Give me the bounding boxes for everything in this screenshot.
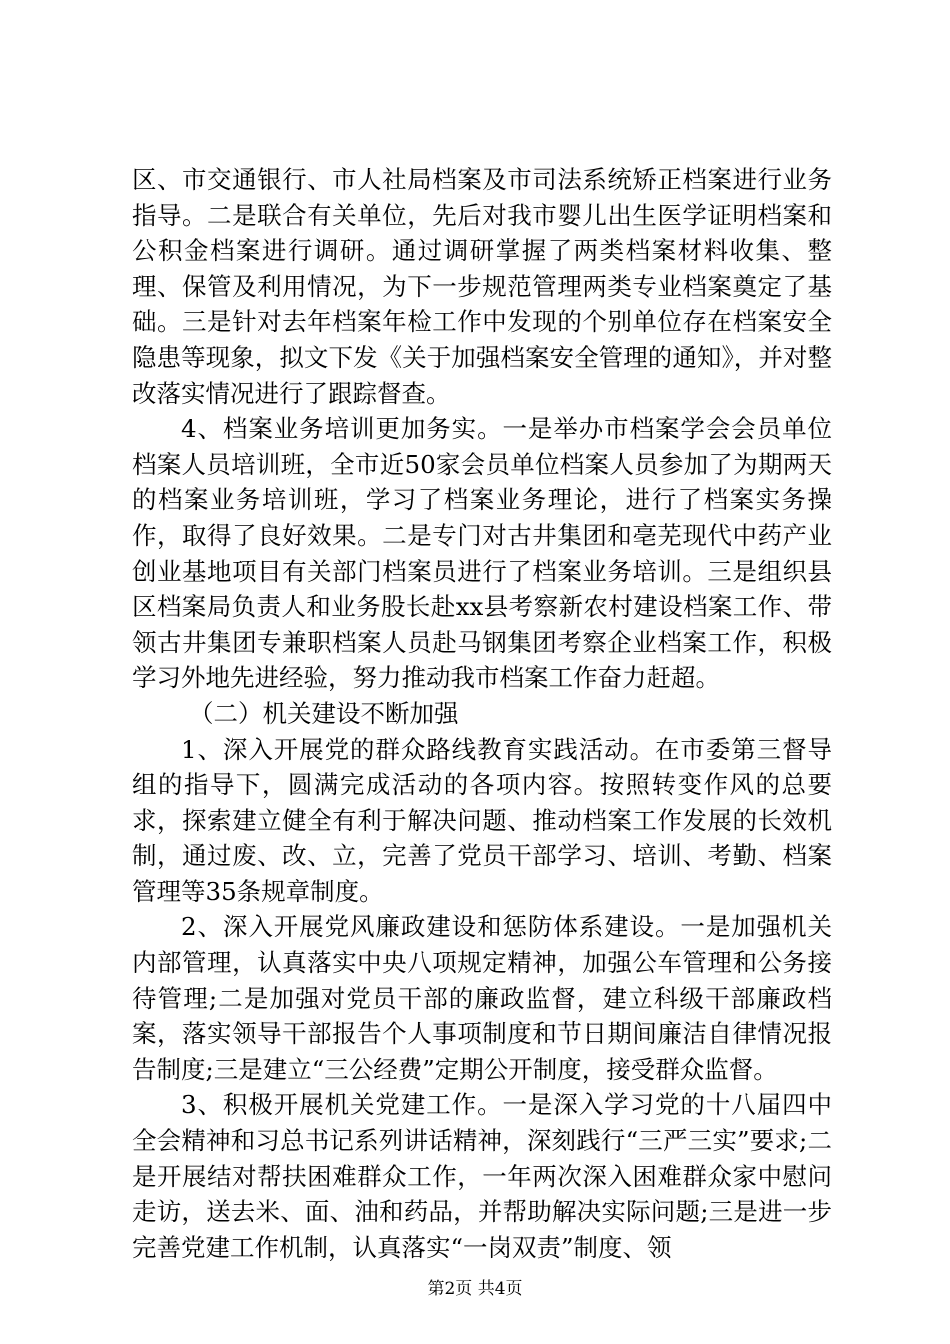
page-footer: 第2页 共4页 [427, 1279, 523, 1299]
paragraph-item-1: 1、深入开展党的群众路线教育实践活动。在市委第三督导组的指导下，圆满完成活动的各项内容。按照转变作风的总要求，探索建立健全有利于解决问题、推动档案工作发展的长效机制，通过废、改、立，完善了党员干部学习、培训、考勤、档案管理等35条规章制度。 [132, 734, 832, 906]
paragraph-item-2: 2、深入开展党风廉政建设和惩防体系建设。一是加强机关内部管理，认真落实中央八项规定精神，加强公车管理和公务接待管理;二是加强对党员干部的廉政监督，建立科级干部廉政档案，落实领导干部报告个人事项制度和节日期间廉洁自律情况报告制度;三是建立“三公经费”定期公开制度，接受群众监督。 [132, 912, 832, 1084]
section-heading: （二）机关建设不断加强 [189, 698, 459, 728]
paragraph-continuation: 区、市交通银行、市人社局档案及市司法系统矫正档案进行业务指导。二是联合有关单位，先后对我市婴儿出生医学证明档案和公积金档案进行调研。通过调研掌握了两类档案材料收集、整理、保管及利用情况，为下一步规范管理两类专业档案奠定了基础。三是针对去年档案年检工作中发现的个别单位存在档案安全隐患等现象，拟文下发《关于加强档案安全管理的通知》，并对整改落实情况进行了跟踪督查。 [132, 165, 832, 408]
paragraph-item-4: 4、档案业务培训更加务实。一是举办市档案学会会员单位档案人员培训班，全市近50家会员单位档案人员参加了为期两天的档案业务培训班，学习了档案业务理论，进行了档案实务操作，取得了良好效果。二是专门对古井集团和亳芜现代中药产业创业基地项目有关部门档案员进行了档案业务培训。三是组织县区档案局负责人和业务股长赴xx县考察新农村建设档案工作、带领古井集团专兼职档案人员赴马钢集团考察企业档案工作，积极学习外地先进经验，努力推动我市档案工作奋力赶超。 [132, 414, 832, 693]
paragraph-item-3: 3、积极开展机关党建工作。一是深入学习党的十八届四中全会精神和习总书记系列讲话精神，深刻践行“三严三实”要求;二是开展结对帮扶困难群众工作，一年两次深入困难群众家中慰问走访，送去米、面、油和药品，并帮助解决实际问题;三是进一步完善党建工作机制，认真落实“一岗双责”制度、领 [132, 1090, 832, 1262]
document-body [132, 162, 832, 1265]
